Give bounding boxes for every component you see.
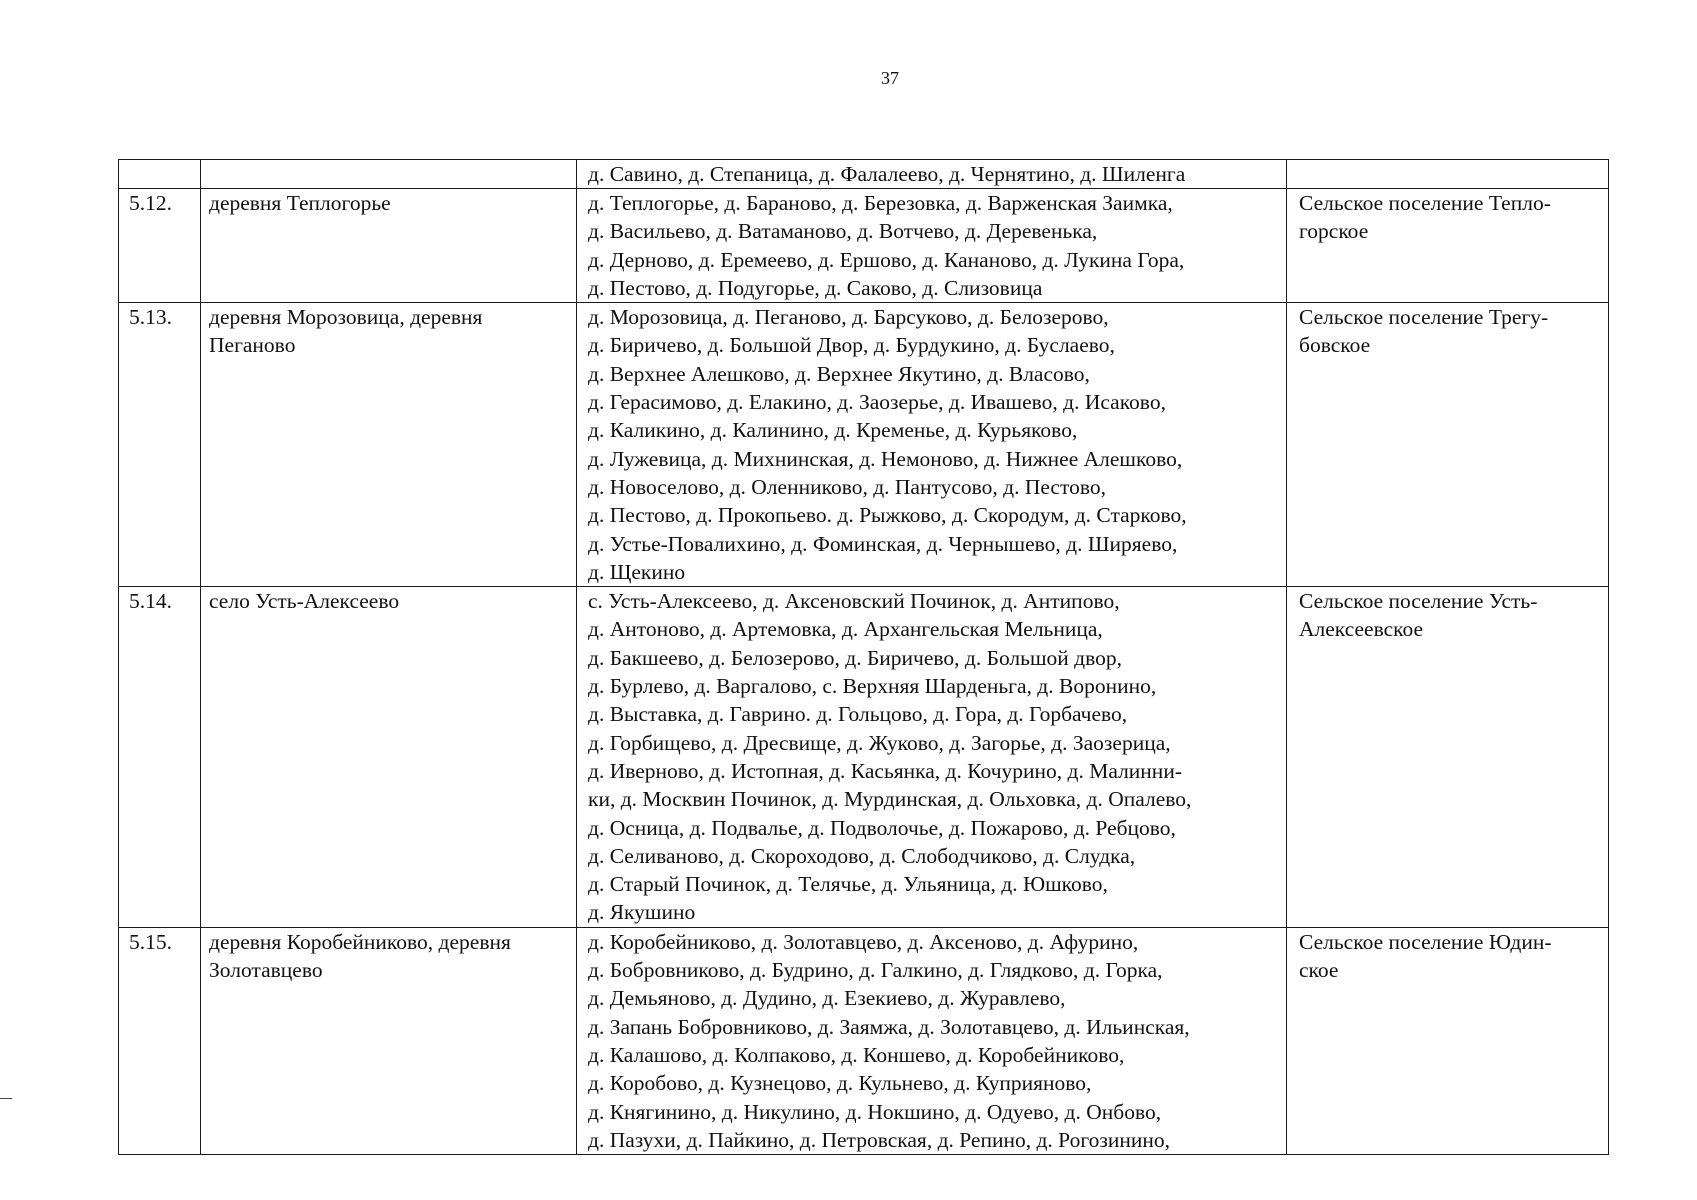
municipality-cell <box>1287 160 1609 189</box>
settlements-list-cell: д. Коробейниково, д. Золотавцево, д. Аксеново, д. Афурино, д. Бобровниково, д. Будрино, д. Галкино, д. Глядково, д. Горка, д. Демьяново, д. Дудино, д. Езекиево, д. Журавлево, д. Запань Бобровниково, д. Заямжа, д. Золотавцево, д. Ильинская, д. Калашово, д. Колпаково, д. Коншево, д. Коробейниково, д. Коробово, д. Кузнецово, д. Кульнево, д. Куприяново, д. Княгинино, д. Никулино, д. Нокшино, д. Одуево, д. Онбово, д. Пазухи, д. Пайкино, д. Петровская, д. Репино, д. Рогозинино, <box>577 927 1287 1154</box>
scan-artifact-mark <box>0 1098 12 1099</box>
table-row <box>119 189 1609 303</box>
table-row <box>119 160 1609 189</box>
admin-center-cell <box>201 160 577 189</box>
settlements-list-cell: д. Савино, д. Степаница, д. Фалалеево, д. Чернятино, д. Шиленга <box>577 160 1287 189</box>
admin-center-cell: деревня Морозовица, деревня Пеганово <box>201 303 577 587</box>
admin-center-cell: деревня Теплогорье <box>201 189 577 303</box>
table-row <box>119 303 1609 587</box>
settlements-list-cell: с. Усть-Алексеево, д. Аксеновский Починок, д. Антипово, д. Антоново, д. Артемовка, д. Архангельская Мельница, д. Бакшеево, д. Белозерово, д. Биричево, д. Большой двор, д. Бурлево, д. Варгалово, с. Верхняя Шарденьга, д. Воронино, д. Выставка, д. Гаврино. д. Гольцово, д. Гора, д. Горбачево, д. Горбищево, д. Дресвище, д. Жуково, д. Загорье, д. Заозерица, д. Иверново, д. Истопная, д. Касьянка, д. Кочурино, д. Малинни- ки, д. Москвин Починок, д. Мурдинская, д. Ольховка, д. Опалево, д. Осница, д. Подвалье, д. Подволочье, д. Пожарово, д. Ребцово, д. Селиваново, д. Скороходово, д. Слободчиково, д. Слудка, д. Старый Починок, д. Телячье, д. Ульяница, д. Юшково, д. Якушино <box>577 587 1287 928</box>
municipality-cell: Сельское поселение Трегу- бовское <box>1287 303 1609 587</box>
row-number-cell <box>119 160 201 189</box>
row-number-cell: 5.15. <box>119 927 201 1154</box>
settlements-table <box>118 159 1609 1155</box>
settlements-list-cell: д. Теплогорье, д. Бараново, д. Березовка, д. Варженская Заимка, д. Васильево, д. Ватаманово, д. Вотчево, д. Деревенька, д. Дерново, д. Еремеево, д. Ершово, д. Кананово, д. Лукина Гора, д. Пестово, д. Подугорье, д. Саково, д. Слизовица <box>577 189 1287 303</box>
page-number: 37 <box>881 68 899 88</box>
settlements-list-cell: д. Морозовица, д. Пеганово, д. Барсуково, д. Белозерово, д. Биричево, д. Большой Двор, д. Бурдукино, д. Буслаево, д. Верхнее Алешково, д. Верхнее Якутино, д. Власово, д. Герасимово, д. Елакино, д. Заозерье, д. Ивашево, д. Исаково, д. Каликино, д. Калинино, д. Кременье, д. Курьяково, д. Лужевица, д. Михнинская, д. Немоново, д. Нижнее Алешково, д. Новоселово, д. Оленниково, д. Пантусово, д. Пестово, д. Пестово, д. Прокопьево. д. Рыжково, д. Скородум, д. Старково, д. Устье-Повалихино, д. Фоминская, д. Чернышево, д. Ширяево, д. Щекино <box>577 303 1287 587</box>
row-number-cell: 5.12. <box>119 189 201 303</box>
table-row <box>119 587 1609 928</box>
municipality-cell: Сельское поселение Тепло- горское <box>1287 189 1609 303</box>
admin-center-cell: деревня Коробейниково, деревня Золотавцево <box>201 927 577 1154</box>
municipality-cell: Сельское поселение Усть- Алексеевское <box>1287 587 1609 928</box>
row-number-cell: 5.13. <box>119 303 201 587</box>
municipality-cell: Сельское поселение Юдин- ское <box>1287 927 1609 1154</box>
table-row <box>119 927 1609 1154</box>
row-number-cell: 5.14. <box>119 587 201 928</box>
admin-center-cell: село Усть-Алексеево <box>201 587 577 928</box>
